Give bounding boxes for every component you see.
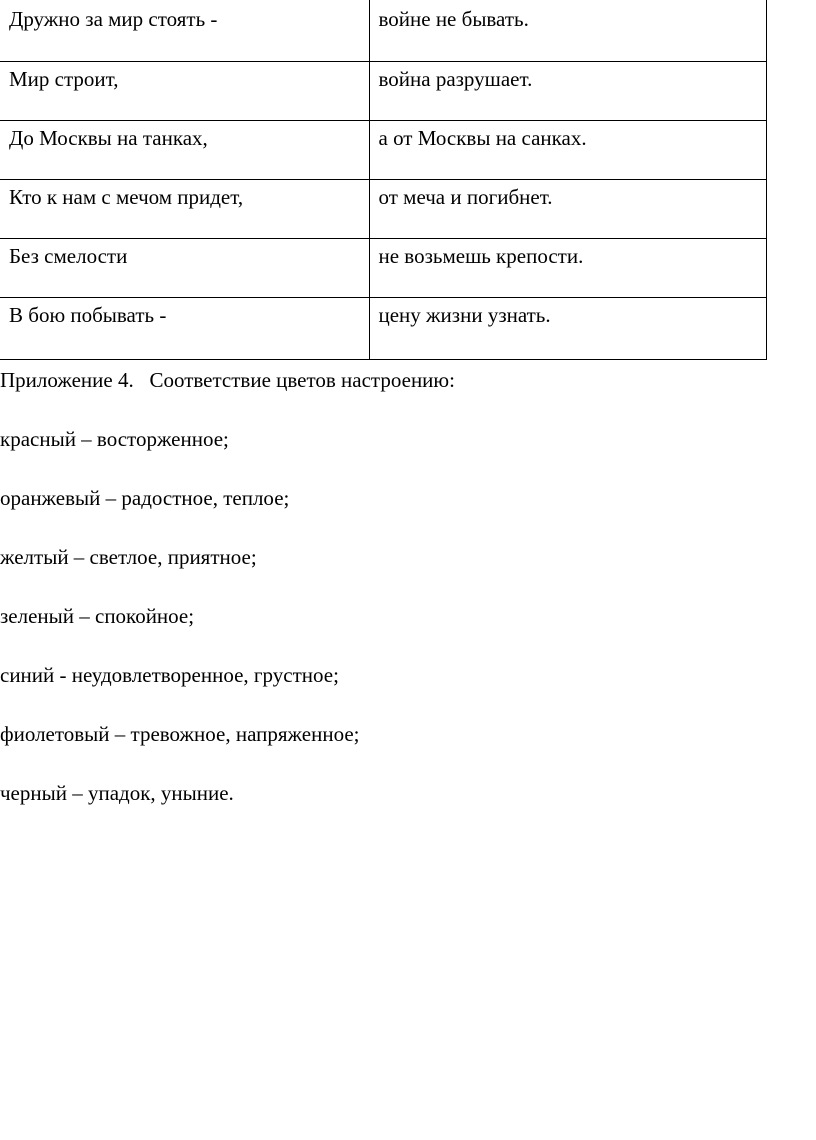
table-cell-proverb-end: от меча и погибнет. [369,179,766,238]
table-cell-proverb-end: война разрушает. [369,61,766,120]
list-item: желтый – светлое, приятное; [0,545,257,569]
table-cell-proverb-start: В бою побывать - [0,297,369,359]
appendix-section [0,366,800,807]
list-item: фиолетовый – тревожное, напряженное; [0,722,360,746]
table-cell-proverb-end: не возьмешь крепости. [369,238,766,297]
list-item: черный – упадок, уныние. [0,781,234,805]
table-row [0,61,766,120]
table-cell-proverb-start: Без смелости [0,238,369,297]
proverbs-table [0,0,767,360]
table-row [0,179,766,238]
table-row [0,238,766,297]
table-cell-proverb-end: а от Москвы на санках. [369,120,766,179]
table-cell-proverb-start: До Москвы на танках, [0,120,369,179]
table-row [0,297,766,359]
list-item: синий - неудовлетворенное, грустное; [0,663,339,687]
table-cell-proverb-end: цену жизни узнать. [369,297,766,359]
list-item: красный – восторженное; [0,427,229,451]
list-item: зеленый – спокойное; [0,604,195,628]
appendix-title: Приложение 4. Соответствие цветов настроению: [0,368,455,392]
table-cell-proverb-start: Кто к нам с мечом придет, [0,179,369,238]
color-mood-list [0,425,800,807]
table-cell-proverb-start: Дружно за мир стоять - [0,0,369,61]
list-item: оранжевый – радостное, теплое; [0,486,290,510]
table-cell-proverb-start: Мир строит, [0,61,369,120]
table-cell-proverb-end: войне не бывать. [369,0,766,61]
table-row [0,120,766,179]
table-row [0,0,766,61]
